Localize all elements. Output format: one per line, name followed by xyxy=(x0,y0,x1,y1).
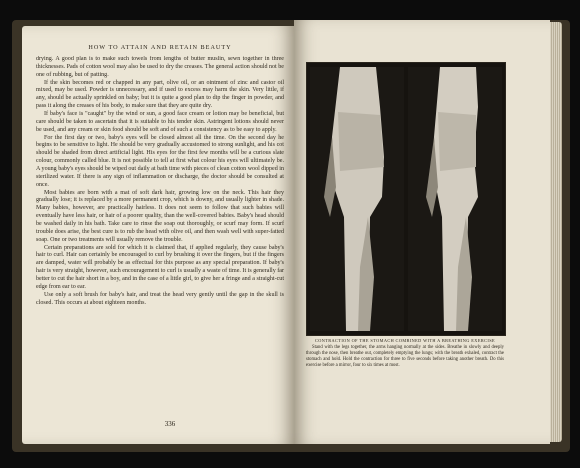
running-head: HOW TO ATTAIN AND RETAIN BEAUTY xyxy=(88,44,232,51)
paragraph: If baby's face is "caught" by the wind or sun, a good face cream or lotion may be beneficial, but care should be taken to ascertain that it is suitable to his tender skin. Astringent lotions should never be used, and any cream or skin food should be soft and of such a consistency as to be easy to apply. xyxy=(36,111,284,133)
photograph-after xyxy=(408,67,502,331)
plate-caption-heading: CONTRACTION OF THE STOMACH COMBINED WITH A BREATHING EXERCISE xyxy=(314,338,496,343)
paragraph: For the first day or two, baby's eyes will be closed almost all the time. On the second day he begins to be sensitive to light. He should be very gradually accustomed to strong sunlight, and his cot should be shaded from direct artificial light. His eyes for the first few months will be a curious slate colour, commonly called blue. It is not possible to tell at first what colour his eyes will ultimately be. A young baby's eyes should be wiped out daily at bath time with pieces of clean cotton wool dipped in sterilized water. If there is any sign of inflammation or discharge, the doctor should be consulted at once. xyxy=(36,134,284,188)
paragraph: Certain preparations are sold for which it is claimed that, if applied regularly, they cause baby's hair to curl. Hair can certainly be encouraged to curl by brushing it over the fingers, but if the fingers are damped, water will probably be as effectual for this purpose as any special preparation. If baby's hair is very straight, however, such encouragement to curl is usually a waste of time. It is generally far better to cut the hair short in a boy, and in the case of a little girl, to give her a fringe and a straight-cut edge from ear to ear. xyxy=(36,244,284,290)
page-edges xyxy=(548,22,562,442)
page-number: 336 xyxy=(164,420,176,428)
paragraph: Most babies are born with a mat of soft dark hair, growing low on the neck. This hair they gradually lose; it is replaced by a more permanent crop, which is downy, and usually lighter in shade. Many babies, however, are practically hairless. It does not seem to follow that such babies will eventually have less hair, or hair of a poorer quality, than the well-covered babies. Baby's head should be washed daily in his bath. Take care to rinse the soap out thoroughly, or scurf may form. If scurf trouble does arise, the best cure is to rub the head with olive oil, and then wash well with super-fatted soap. One or two treatments will usually remove the trouble. xyxy=(36,189,284,243)
plate-caption: Stand with the legs together, the arms hanging normally at the sides. Breathe in slowly and deeply through the nose, then breathe out, completely emptying the lungs; with the breath exhaled, contract the stomach and hold. Hold the contraction for three to five seconds before taking another breath. Do this exercise before a mirror, four to six times at most. xyxy=(306,345,504,368)
body-text xyxy=(36,56,284,414)
photo-plate xyxy=(306,62,506,336)
paragraph: Use only a soft brush for baby's hair, and treat the head very gently until the gap in the skull is closed. This occurs at about eighteen months. xyxy=(36,291,284,306)
paragraph: If the skin becomes red or chapped in any part, olive oil, or an ointment of zinc and castor oil mixed, may be used. Powder is unnecessary, and if used to excess may harm the skin. Very little, if any, should be actually sprinkled on baby; but it is quite a good plan to dip the finger in powder, and pass it along the creases of his body, to make sure that they are quite dry. xyxy=(36,79,284,110)
paragraph: drying. A good plan is to make such towels from lengths of butter muslin, sewn together in three thicknesses. Pads of cotton wool may also be used to dry the creases. The general action should not be one of rubbing, but of patting. xyxy=(36,56,284,78)
photograph-before xyxy=(310,67,404,331)
